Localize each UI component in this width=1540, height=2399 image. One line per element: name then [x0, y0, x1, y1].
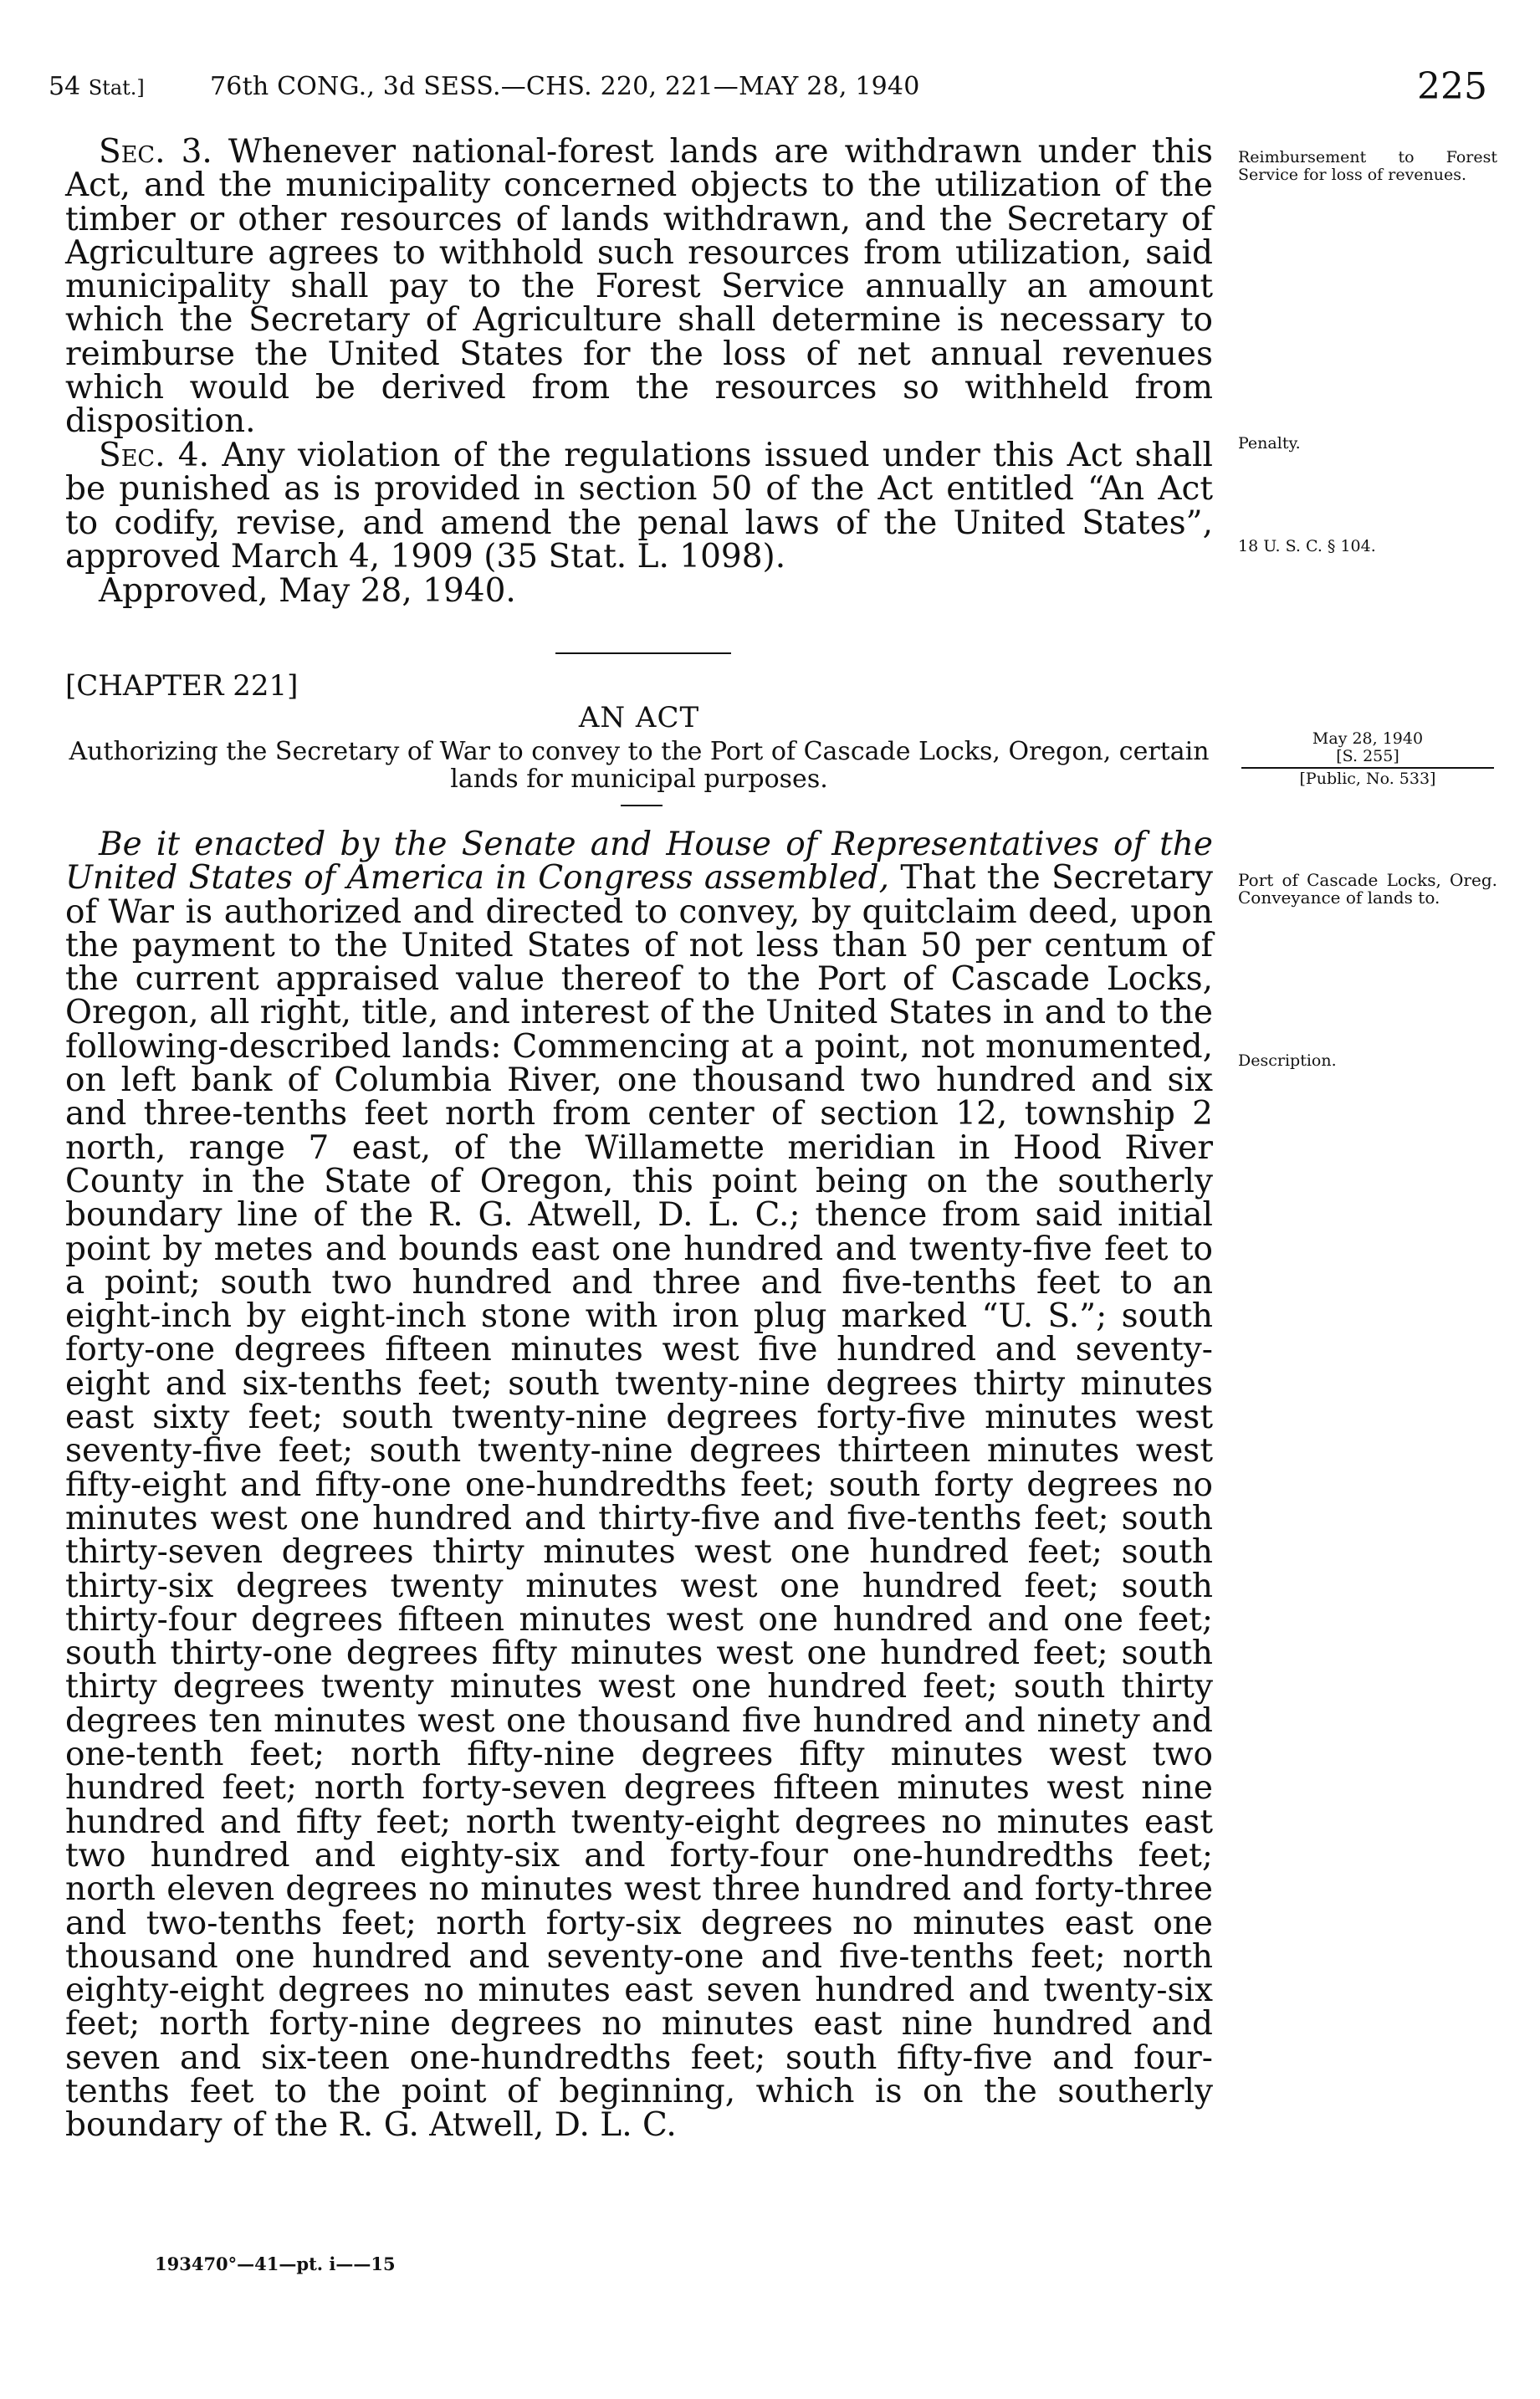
- section-3-text: Whenever national-forest lands are withdrawn under this Act, and the municipality concerned objects to the utilization of the timber or other resources of lands withdrawn, and the Secretary of Agriculture agrees to withhold such resources from utilization, said municipality shall pay to the Forest Service annually an amount which the Secretary of Agriculture shall determine is necessary to reimburse the United States for the loss of net annual revenues which would be derived from the resources so withheld from disposition.: [65, 133, 1214, 441]
- volume-number: 54: [49, 72, 81, 101]
- section-1: [65, 828, 1213, 2143]
- margin-note-penalty: Penalty.: [1238, 434, 1301, 453]
- act-heading: AN ACT: [578, 701, 700, 734]
- margin-note-usc: 18 U. S. C. § 104.: [1238, 537, 1376, 555]
- margin-note-reimbursement: Reimbursement to Forest Service for loss of revenues.: [1238, 148, 1497, 184]
- volume-label: Stat.]: [88, 76, 145, 100]
- volume-reference: [49, 72, 145, 101]
- page-number: 225: [1417, 65, 1487, 108]
- margin-note-port: Port of Cascade Locks, Oreg. Conveyance of lands to.: [1238, 870, 1497, 908]
- act-title: Authorizing the Secretary of War to convey to the Port of Cascade Locks, Oregon, certain lands for municipal purposes.: [69, 737, 1210, 794]
- approval-line: [65, 572, 1213, 610]
- senate-bill: [S. 255]: [1336, 747, 1399, 765]
- running-header: [49, 65, 1487, 115]
- enactment-date: May 28, 1940: [1312, 729, 1424, 748]
- section-4: [65, 439, 1213, 574]
- public-law-number: [Public, No. 533]: [1241, 767, 1494, 788]
- title-rule: [621, 805, 663, 806]
- chapter-number: [CHAPTER 221]: [65, 669, 299, 703]
- separator-rule: [555, 652, 731, 654]
- margin-note-enactment: [1238, 730, 1497, 788]
- conveyance-text: That the Secretary of War is authorized and directed to convey, by quitclaim deed, upon the payment to the United States of not less than 50 per centum of the current appraised value thereof to the Port of Cascade Locks, Oregon, all right, title, and interest of the United States in and to the following-described lands: Commencing at a point, not monumented, on left bank of Columbia River, one thousand two hundred and six and three-tenths feet north from center of section 12, township 2 north, range 7 east, of the Willamette meridian in Hood River County in the State of Oregon, this point being on the southerly boundary line of the R. G. Atwell, D. L. C.; thence from said initial point by metes and bounds east one hundred and twenty-five feet to a point; south two hundred and three and five-tenths feet to an eight-inch by eight-inch stone with iron plug marked “U. S.”; south forty-one degrees fifteen minutes west five hundred and seventy-eight and six-tenths feet; south twenty-nine degrees thirty minutes east sixty feet; south twenty-nine degrees forty-five minutes west seventy-five feet; south twenty-nine degrees thirteen minutes west fifty-eight and fifty-one one-hundredths feet; south forty degrees no minutes west one hundred and thirty-five and five-tenths feet; south thirty-seven degrees thirty minutes west one hundred feet; south thirty-six degrees twenty minutes west one hundred feet; south thirty-four degrees fifteen minutes west one hundred and one feet; south thirty-one degrees fifty minutes west one hundred feet; south thirty degrees twenty minutes west one hundred feet; south thirty degrees ten minutes west one thousand five hundred and ninety and one-tenth feet; north fifty-nine degrees fifty minutes west two hundred feet; north forty-seven degrees fifteen minutes west nine hundred and fifty feet; north twenty-eight degrees no minutes east two hundred and eighty-six and forty-four one-hundredths feet; north eleven degrees no minutes west three hundred and forty-three and two-tenths feet; north forty-six degrees no minutes east one thousand one hundred and seventy-one and five-tenths feet; north eighty-eight degrees no minutes east seven hundred and twenty-six feet; north forty-nine degrees no minutes east nine hundred and seven and six-teen one-hundredths feet; south fifty-five and four-tenths feet to the point of beginning, which is on the southerly boundary of the R. G. Atwell, D. L. C.: [65, 859, 1213, 2145]
- session-reference: 76th CONG., 3d SESS.—CHS. 220, 221—MAY 28, 1940: [210, 72, 920, 101]
- section-3: [65, 133, 1214, 441]
- print-signature: 193470°—41—pt. i——15: [155, 2253, 396, 2274]
- section-3-label: Sec. 3.: [99, 133, 212, 171]
- section-4-label: Sec. 4.: [99, 437, 210, 474]
- approved-date: Approved, May 28, 1940.: [99, 572, 516, 610]
- margin-note-description: Description.: [1238, 1051, 1337, 1070]
- section-4-text: Any violation of the regulations issued under this Act shall be punished as is provided in section 50 of the Act entitled “An Act to codify, revise, and amend the penal laws of the United States”, approved March 4, 1909 (35 Stat. L. 1098).: [65, 437, 1214, 575]
- enacting-clause: Be it enacted by the Senate and House of Representatives of the United States of America in Congress assembled,: [65, 826, 1213, 898]
